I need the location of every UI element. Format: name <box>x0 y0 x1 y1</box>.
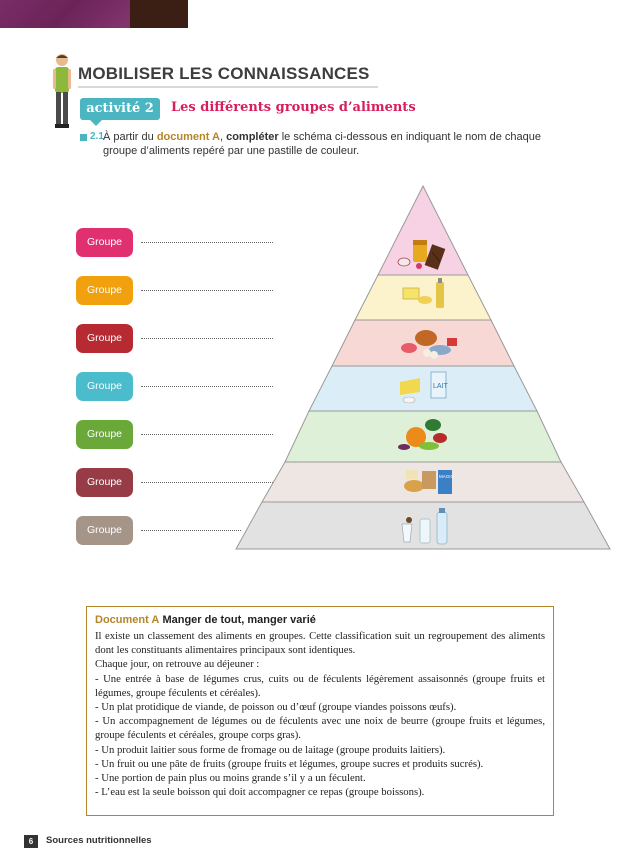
document-list-item: - Un plat protidique de viande, de poisson ou d’œuf (groupe viandes poissons œufs). <box>95 701 457 714</box>
document-a <box>86 606 554 816</box>
document-name: Manger de tout, manger varié <box>162 614 316 626</box>
document-body <box>95 629 545 799</box>
activity-badge: activité 2 <box>80 98 160 120</box>
document-paragraph: Il existe un classement des aliments en groupes. Cette classification suit un regroupement des aliments dont les constituants alimentaires principaux sont identiques. <box>95 630 545 657</box>
cereal-box-label: MAGIC <box>439 474 454 479</box>
document-paragraph: Chaque jour, on retrouve au déjeuner : <box>95 658 260 671</box>
document-heading <box>95 614 545 626</box>
document-list-item: - Une entrée à base de légumes crus, cuits ou de féculents légèrement assaisonnés (groupe fruits et légumes, groupe féculents et céréales). <box>95 672 545 699</box>
group-pill-6: Groupe <box>76 468 133 497</box>
footer-title: Sources nutritionnelles <box>46 835 152 846</box>
pyramid-tier-dairy <box>309 366 537 411</box>
group-pill-4: Groupe <box>76 372 133 401</box>
group-pill-2: Groupe <box>76 276 133 305</box>
document-list-item: - Une portion de pain plus ou moins grande s’il y a un féculent. <box>95 772 366 785</box>
activity-title: Les différents groupes d’aliments <box>171 100 416 115</box>
instruction-text: À partir du document A, compléter le schéma ci-dessous en indiquant le nom de chaque groupe d’aliments repéré par une pastille de couleur. <box>103 131 542 157</box>
group-pill-7: Groupe <box>76 516 133 545</box>
document-label: Document A <box>95 614 160 626</box>
document-list-item: - Un accompagnement de légumes ou de féculents avec une noix de beurre (groupe fruits et légumes, groupe féculents et céréales, groupe corps gras). <box>95 715 545 742</box>
group-pill-1: Groupe <box>76 228 133 257</box>
instruction-number: 2.1 <box>90 131 104 142</box>
document-list-item: - Un produit laitier sous forme de fromage ou de laitage (groupe produits laitiers). <box>95 743 446 756</box>
document-list-item: - L’eau est la seule boisson qui doit accompagner ce repas (groupe boissons). <box>95 786 425 799</box>
page-number: 6 <box>24 835 38 848</box>
document-list-item: - Un fruit ou une pâte de fruits (groupe fruits et légumes, groupe sucres et produits sucrés). <box>95 757 484 770</box>
section-title: MOBILISER LES CONNAISSANCES <box>78 64 370 83</box>
milk-carton-label: LAIT <box>433 383 448 390</box>
group-pill-5: Groupe <box>76 420 133 449</box>
group-pill-3: Groupe <box>76 324 133 353</box>
